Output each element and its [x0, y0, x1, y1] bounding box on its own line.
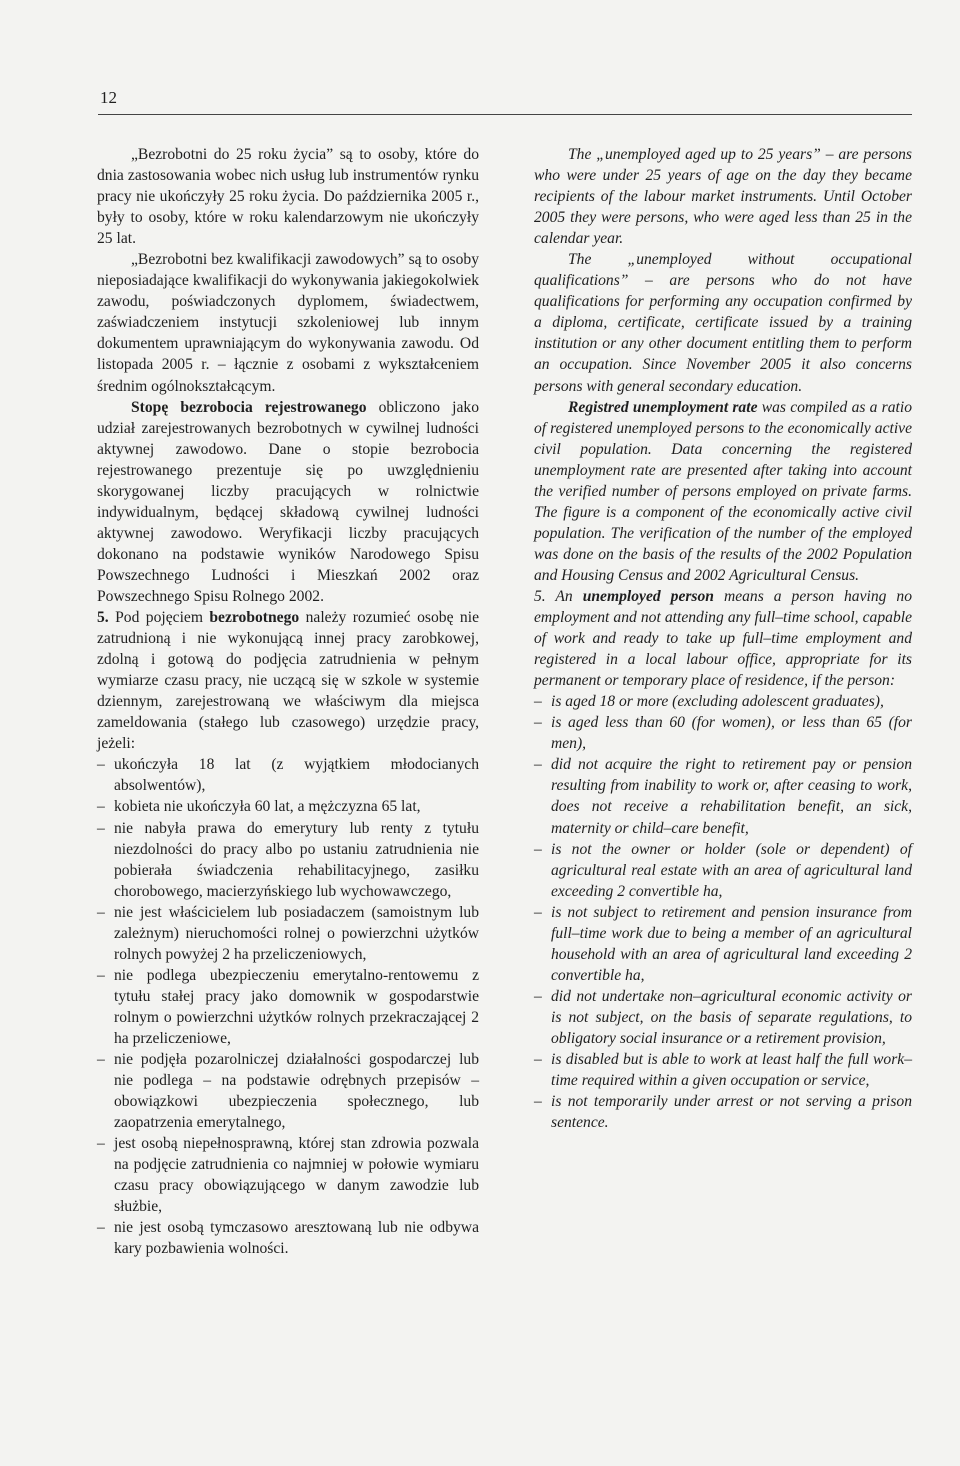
pl-paragraph-unemployment-rate [97, 397, 479, 607]
list-item: – is not the owner or holder (sole or dependent) of agricultural real estate with an area of agricultural land exceeding 2 convertible ha, [534, 839, 912, 902]
en-definition-lead: An [545, 587, 583, 605]
list-item: – nie podjęła pozarolniczej działalności gospodarczej lub nie podlega – na podstawie odrębnych przepisów – obowiązkowi ubezpieczenia społecznego, lub zaopatrzenia emerytalnego, [97, 1049, 479, 1133]
list-item: – is aged 18 or more (excluding adolescent graduates), [534, 691, 912, 712]
en-paragraph-unemployment-rate [534, 397, 912, 586]
en-paragraph-youth: The „unemployed aged up to 25 years” – are persons who were under 25 years of age on the day they became recipients of the labour market instruments. Until October 2005 they were persons, who were aged less than 25 in the calendar year. [534, 146, 912, 248]
pl-paragraph-youth: „Bezrobotni do 25 roku życia” są to osoby, które do dnia zastosowania wobec nich usług lub instrumentów rynku pracy nie ukończyły 25 roku życia. Do października 2005 r., były to osoby, które w roku kalendarzowym nie ukończyły 25 lat. [97, 146, 479, 248]
en-paragraph-no-qualifications: The „unemployed without occupational qualifications” – are persons who do not have qualifications for performing any occupation confirmed by a diploma, certificate, certificate issued by a training institution or any other document entitling them to perform an occupation. Since November 2005 it also concerns persons with general secondary education. [534, 251, 912, 395]
pl-criteria-list [97, 754, 479, 1259]
header-rule [98, 114, 912, 115]
en-unemployment-rate-text: was compiled as a ratio of registered unemployed persons to the economically active civil population. Data concerning the registered unemployment rate are presented after taking into account the verified number of persons employed on private farms. The figure is a component of the economically active civil population. The verification of the number of the employed was done on the basis of the results of the 2002 Population and Housing Census and 2002 Agricultural Census. [534, 398, 912, 584]
pl-definition-text: należy rozumieć osobę nie zatrudnioną i nie wykonującą innej pracy zarobkowej, zdolną i gotową do podjęcia zatrudnienia w pełnym wymiarze czasu pracy, nie uczącą się w szkole w systemie dziennym, zarejestrowaną we właściwym dla miejsca zameldowania (stałego lub czasowego) urzędzie pracy, jeżeli: [97, 609, 479, 753]
en-criteria-list [534, 691, 912, 1133]
pl-term-unemployment-rate: Stopę bezrobocia rejestrowanego [131, 398, 367, 416]
page-number: 12 [100, 88, 117, 107]
pl-term-unemployed: bezrobotnego [209, 609, 300, 627]
en-definition-text: means a person having no employment and not attending any full–time school, capable of work and ready to take up full–time employment and registered in a local labour office, appropriate for its permanent or temporary place of residence, if the person: [534, 587, 912, 690]
list-item: – kobieta nie ukończyła 60 lat, a mężczyzna 65 lat, [97, 796, 479, 817]
list-item: – is not subject to retirement and pension insurance from full–time work due to being a member of an agricultural household with an area of agricultural land exceeding 2 convertible ha, [534, 902, 912, 986]
list-item: – nie nabyła prawa do emerytury lub renty z tytułu niezdolności do pracy albo po ustaniu zatrudnienia nie pobierała świadczenia rehabilitacyjnego, zasiłku chorobowego, macierzyńskiego lub wychowawczego, [97, 818, 479, 902]
list-item: – did not undertake non–agricultural economic activity or is not subject, on the basis of separate regulations, to obligatory social insurance or a retirement provision, [534, 986, 912, 1049]
en-term-unemployment-rate: Registred unemployment rate [568, 398, 758, 416]
en-paragraph-unemployed-definition [534, 586, 912, 691]
pl-unemployment-rate-text: obliczono jako udział zarejestrowanych bezrobotnych w cywilnej ludności aktywnej zawodowo. Dane o stopie bezrobocia rejestrowanego prezentuje się po uwzględnieniu skorygowanej liczby pracujących w rolnictwie indywidualnym, będącej składową cywilnej ludności aktywnej zawodowo. Weryfikacji liczby pracujących dokonano na podstawie wyników Narodowego Spisu Powszechnego Ludności i Mieszkań 2002 oraz Powszechnego Spisu Rolnego 2002. [97, 398, 479, 605]
list-item: – did not acquire the right to retirement pay or pension resulting from inability to work or, after ceasing to work, does not receive a rehabilitation benefit, an sick, maternity or child–care benefit, [534, 754, 912, 838]
en-section-number: 5. [534, 587, 546, 605]
list-item: – jest osobą niepełnosprawną, której stan zdrowia pozwala na podjęcie zatrudnienia co najmniej w połowie wymiaru czasu pracy obowiązującego w danym zawodzie lub służbie, [97, 1133, 479, 1217]
pl-paragraph-no-qualifications: „Bezrobotni bez kwalifikacji zawodowych” są to osoby nieposiadające kwalifikacji do wykonywania jakiegokolwiek zawodu, poświadczonych dyplomem, świadectwem, zaświadczeniem instytucji szkoleniowej lub innym dokumentem uprawniającym do wykonywania zawodu. Od listopada 2005 r. – łącznie z osobami z wykształceniem średnim ogólnokształcącym. [97, 251, 479, 395]
pl-definition-lead: Pod pojęciem [108, 609, 210, 627]
list-item: – nie podlega ubezpieczeniu emerytalno-rentowemu z tytułu stałej pracy jako domownik w gospodarstwie rolnym o powierzchni użytków rolnych przekraczającej 2 ha przeliczeniowe, [97, 965, 479, 1049]
list-item: – ukończyła 18 lat (z wyjątkiem młodocianych absolwentów), [97, 754, 479, 796]
pl-section-number: 5. [97, 609, 109, 627]
list-item: – is aged less than 60 (for women), or less than 65 (for men), [534, 712, 912, 754]
list-item: – is not temporarily under arrest or not serving a prison sentence. [534, 1091, 912, 1133]
polish-column [97, 144, 479, 1259]
pl-paragraph-unemployed-definition [97, 607, 479, 754]
en-term-unemployed: unemployed person [582, 587, 714, 605]
list-item: – is disabled but is able to work at least half the full work–time required within a given occupation or service, [534, 1049, 912, 1091]
list-item: – nie jest właścicielem lub posiadaczem (samoistnym lub zależnym) nieruchomości rolnej o powierzchni użytków rolnych powyżej 2 ha przeliczeniowych, [97, 902, 479, 965]
list-item: – nie jest osobą tymczasowo aresztowaną lub nie odbywa kary pozbawienia wolności. [97, 1217, 479, 1259]
english-column [534, 144, 912, 1133]
